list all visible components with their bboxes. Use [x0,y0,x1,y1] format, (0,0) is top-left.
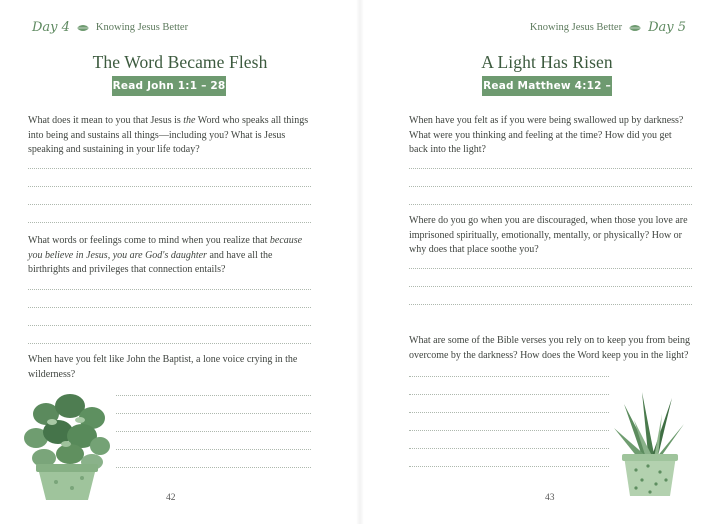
writing-line[interactable] [28,289,311,290]
writing-line[interactable] [409,186,692,187]
writing-line[interactable] [116,413,311,414]
writing-line[interactable] [409,268,692,269]
reading-badge: Read Matthew 4:12 – 17 [482,76,612,96]
writing-line[interactable] [409,376,609,377]
running-title: Knowing Jesus Better [529,22,623,33]
page-title: The Word Became Flesh [92,52,268,72]
writing-line[interactable] [409,466,609,467]
writing-line[interactable] [409,304,692,305]
question-1: What does it mean to you that Jesus is the Word who speaks all things into being and sustains all things—including you? What is Jesus speaking and sustaining in your life today? [28,115,309,155]
day-label: Day 4 [32,20,70,35]
writing-line[interactable] [28,343,311,344]
question-3: What are some of the Bible verses you rely on to keep you from being overcome by the darkness? How does the Word keep you in the light? [409,335,691,361]
writing-line[interactable] [409,430,609,431]
running-title: Knowing Jesus Better [95,22,189,33]
writing-line[interactable] [409,448,609,449]
writing-line[interactable] [409,412,609,413]
question-2: What words or feelings come to mind when you realize that because you believe in Jesus, you are God's daughter and have all the birthrights and privileges that connection entails? [28,235,303,275]
right-page [360,0,720,524]
day-label: Day 5 [648,20,686,35]
writing-line[interactable] [28,168,311,169]
writing-line[interactable] [409,204,692,205]
leaf-icon [628,24,642,32]
question-2: Where do you go when you are discouraged, when those you love are imprisoned spiritually, emotionally, mentally, or physically? How or why does that place soothe you? [409,215,688,255]
writing-line[interactable] [28,204,311,205]
writing-line[interactable] [28,325,311,326]
writing-line[interactable] [116,431,311,432]
writing-line[interactable] [409,394,609,395]
question-3: When have you felt like John the Baptist, a lone voice crying in the wilderness? [28,354,298,380]
snake-plant-illustration [612,384,688,500]
page-title: A Light Has Risen [481,52,613,72]
reading-badge: Read John 1:1 – 28 [112,76,226,96]
right-header [530,20,686,35]
writing-line[interactable] [116,467,311,468]
writing-line[interactable] [409,286,692,287]
leaf-icon [76,24,90,32]
writing-line[interactable] [28,307,311,308]
potted-plant-illustration [22,392,112,504]
writing-line[interactable] [116,449,311,450]
writing-line[interactable] [116,395,311,396]
writing-line[interactable] [28,186,311,187]
page-number: 42 [166,493,176,503]
question-1: When have you felt as if you were being swallowed up by darkness? What were you thinking and feeling at the time? How did you get back into the light? [409,115,684,155]
writing-line[interactable] [409,168,692,169]
left-header [32,20,188,35]
page-number: 43 [545,493,555,503]
writing-line[interactable] [28,222,311,223]
